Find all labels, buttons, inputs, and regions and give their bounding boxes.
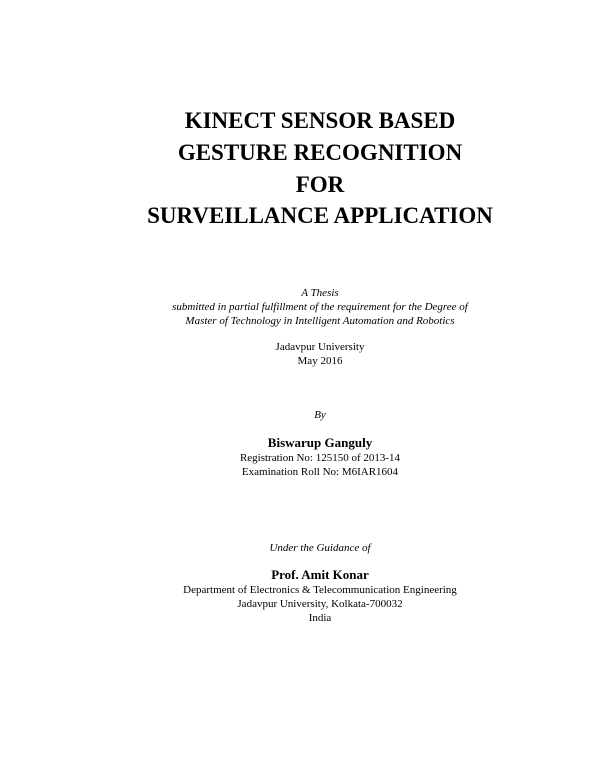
guide-address: Jadavpur University, Kolkata-700032 xyxy=(237,598,403,610)
guide-name: Prof. Amit Konar xyxy=(271,567,369,582)
thesis-title-line-1: KINECT SENSOR BASED xyxy=(184,108,456,133)
thesis-title-line-2: GESTURE RECOGNITION xyxy=(177,140,463,165)
guidance-label: Under the Guidance of xyxy=(269,542,371,554)
thesis-title-line-4: SURVEILLANCE APPLICATION xyxy=(147,203,493,228)
by-label: By xyxy=(314,409,326,421)
submission-line-1: submitted in partial fulfillment of the requirement for the Degree of xyxy=(172,301,468,313)
author-registration: Registration No: 125150 of 2013-14 xyxy=(239,452,401,464)
author-roll: Examination Roll No: M6IAR1604 xyxy=(241,466,399,478)
submission-line-2: Master of Technology in Intelligent Automation and Robotics xyxy=(185,315,455,327)
thesis-title-line-3: FOR xyxy=(295,172,345,197)
thesis-label: A Thesis xyxy=(301,287,339,299)
guide-country: India xyxy=(308,612,332,624)
author-name: Biswarup Ganguly xyxy=(267,435,373,450)
date: May 2016 xyxy=(297,355,343,367)
university: Jadavpur University xyxy=(275,341,365,353)
guide-department: Department of Electronics & Telecommunication Engineering xyxy=(183,584,457,596)
